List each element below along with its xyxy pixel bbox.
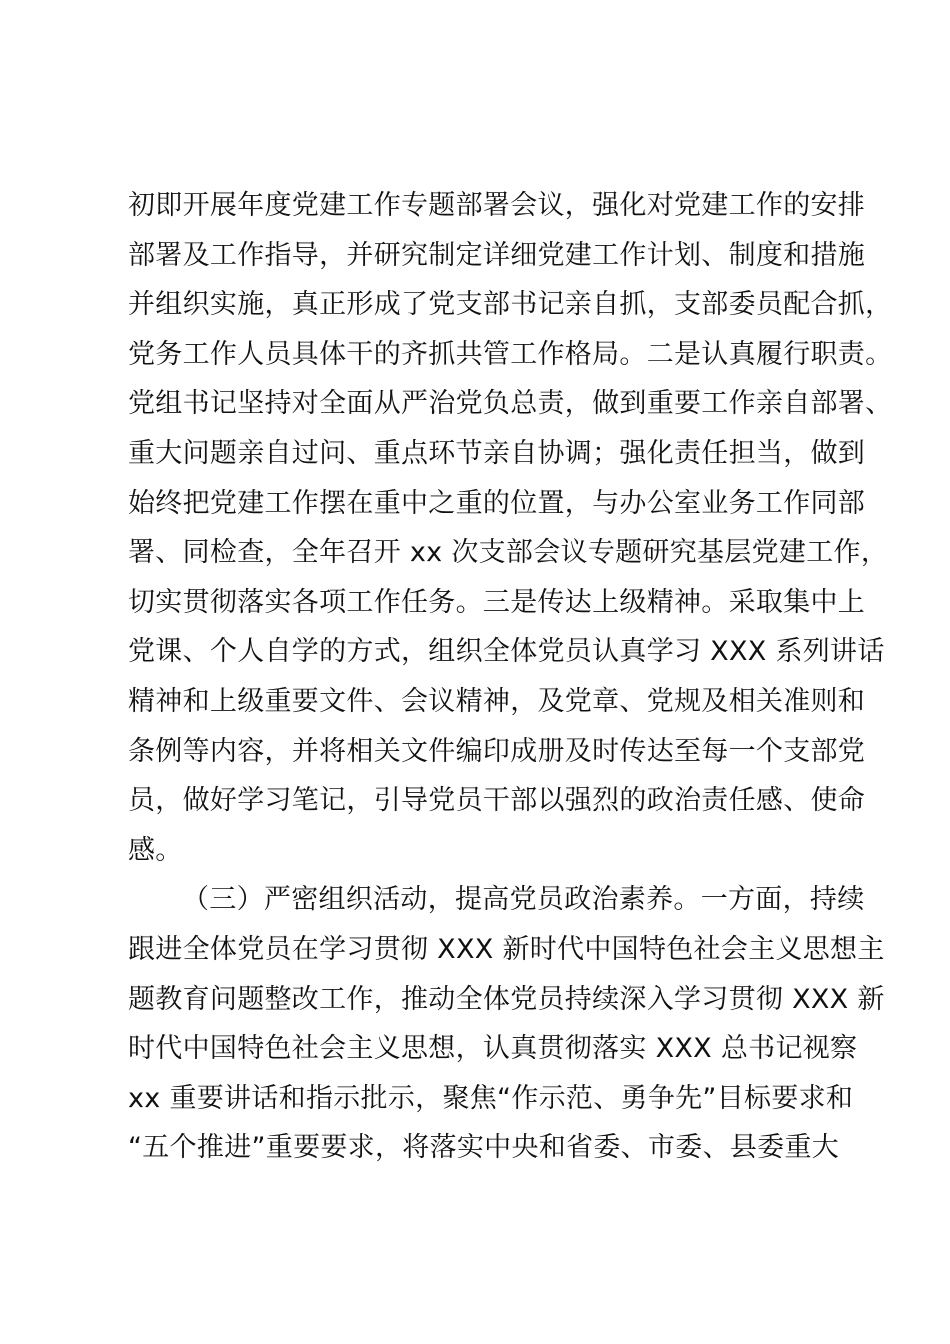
text-line-3: 并组织实施，真正形成了党支部书记亲自抓，支部委员配合抓， — [128, 289, 893, 321]
body-text — [128, 181, 893, 1173]
text-line-15: （三）严密组织活动，提高党员政治素养。一方面，持续 — [182, 884, 865, 916]
text-line-4: 党务工作人员具体干的齐抓共管工作格局。二是认真履行职责。 — [128, 338, 893, 370]
text-line-11: 精神和上级重要文件、会议精神，及党章、党规及相关准则和 — [128, 685, 866, 717]
text-line-19: xx 重要讲话和指示批示，聚焦“作示范、勇争先”目标要求和 — [128, 1082, 854, 1114]
text-line-8: 署、同检查，全年召开 xx 次支部会议专题研究基层党建工作， — [128, 537, 889, 569]
text-line-13: 员，做好学习笔记，引导党员干部以强烈的政治责任感、使命 — [128, 785, 866, 817]
text-line-9: 切实贯彻落实各项工作任务。三是传达上级精神。采取集中上 — [128, 586, 866, 618]
text-line-5: 党组书记坚持对全面从严治党负总责，做到重要工作亲自部署、 — [128, 388, 893, 420]
text-line-16: 跟进全体党员在学习贯彻 XXX 新时代中国特色社会主义思想主 — [128, 933, 885, 965]
text-line-18: 时代中国特色社会主义思想，认真贯彻落实 XXX 总书记视察 — [128, 1033, 858, 1065]
text-line-10: 党课、个人自学的方式，组织全体党员认真学习 XXX 系列讲话 — [128, 636, 885, 668]
text-line-7: 始终把党建工作摆在重中之重的位置，与办公室业务工作同部 — [128, 487, 866, 519]
text-line-12: 条例等内容，并将相关文件编印成册及时传达至每一个支部党 — [128, 735, 866, 767]
text-line-20: “五个推进”重要要求，将落实中央和省委、市委、县委重大 — [128, 1132, 840, 1164]
text-line-2: 部署及工作指导，并研究制定详细党建工作计划、制度和措施 — [128, 239, 866, 271]
text-line-1: 初即开展年度党建工作专题部署会议，强化对党建工作的安排 — [128, 190, 866, 221]
text-line-6: 重大问题亲自过问、重点环节亲自协调；强化责任担当，做到 — [128, 437, 866, 469]
text-line-14: 感。 — [128, 834, 183, 866]
text-line-17: 题教育问题整改工作，推动全体党员持续深入学习贯彻 XXX 新 — [128, 983, 885, 1015]
